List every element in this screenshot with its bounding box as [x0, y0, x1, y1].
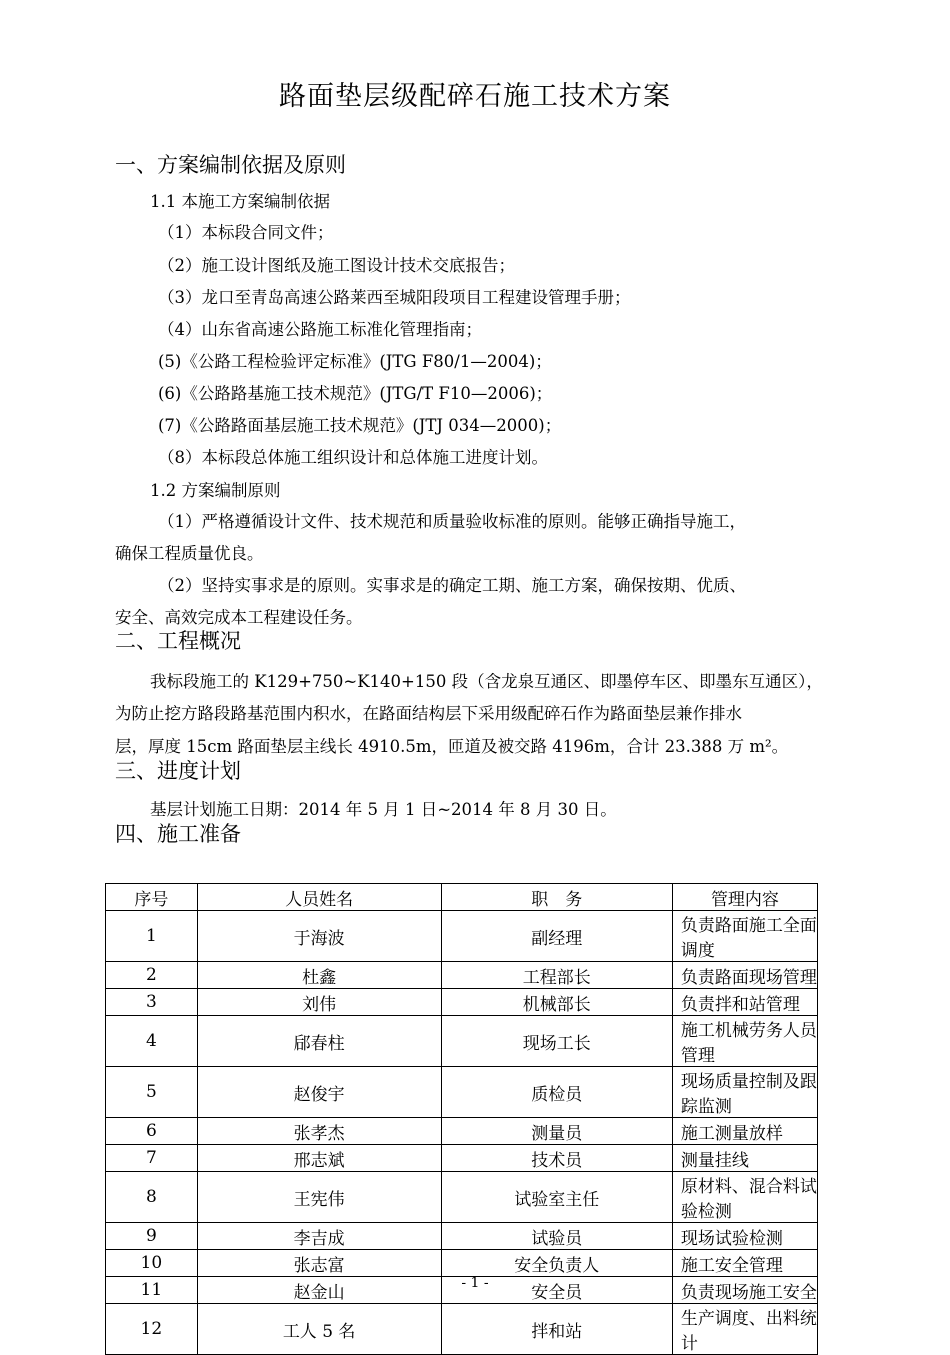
- basis-item-2: （2）施工设计图纸及施工图设计技术交底报告；: [158, 256, 515, 275]
- cell-index: 2: [106, 962, 198, 989]
- cell-duties: 负责拌和站管理: [672, 989, 817, 1016]
- principle-2-line-2: 安全、高效完成本工程建设任务。: [115, 608, 363, 627]
- cell-position: 技术员: [441, 1145, 672, 1172]
- basis-item-1: （1）本标段合同文件；: [158, 223, 334, 242]
- cell-position: 质检员: [441, 1067, 672, 1118]
- table-row: [106, 911, 818, 962]
- section-1-heading: 一、方案编制依据及原则: [115, 153, 346, 177]
- cell-duties: 负责现场施工安全: [672, 1277, 817, 1304]
- cell-name: 邢志斌: [197, 1145, 441, 1172]
- cell-name: 张孝杰: [197, 1118, 441, 1145]
- cell-duties: 施工测量放样: [672, 1118, 817, 1145]
- basis-item-8: （8）本标段总体施工组织设计和总体施工进度计划。: [158, 448, 548, 467]
- cell-name: 赵金山: [197, 1277, 441, 1304]
- cell-index: 8: [106, 1172, 198, 1223]
- cell-duties: 现场质量控制及跟踪监测: [672, 1067, 817, 1118]
- table-row: [106, 1118, 818, 1145]
- basis-item-4: （4）山东省高速公路施工标准化管理指南；: [158, 320, 482, 339]
- table-header-row: [106, 884, 818, 911]
- principle-1-line-2: 确保工程质量优良。: [115, 544, 264, 563]
- cell-name: 赵俊宇: [197, 1067, 441, 1118]
- section-2-heading: 二、工程概况: [115, 629, 241, 653]
- cell-position: 机械部长: [441, 989, 672, 1016]
- cell-duties: 负责路面施工全面调度: [672, 911, 817, 962]
- schedule-line: 基层计划施工日期：2014 年 5 月 1 日~2014 年 8 月 30 日。: [150, 800, 617, 819]
- cell-name: 杜鑫: [197, 962, 441, 989]
- subsection-1-2-heading: 1.2 方案编制原则: [150, 481, 281, 500]
- basis-item-5: (5)《公路工程检验评定标准》(JTG F80/1—2004)；: [158, 352, 552, 371]
- subsection-1-1-heading: 1.1 本施工方案编制依据: [150, 192, 330, 211]
- header-index: 序号: [106, 884, 198, 911]
- cell-name: 于海波: [197, 911, 441, 962]
- cell-index: 9: [106, 1223, 198, 1250]
- header-position: 职 务: [441, 884, 672, 911]
- cell-index: 7: [106, 1145, 198, 1172]
- header-name: 人员姓名: [197, 884, 441, 911]
- cell-index: 12: [106, 1304, 198, 1355]
- basis-item-7: (7)《公路路面基层施工技术规范》(JTJ 034—2000)；: [158, 416, 562, 435]
- cell-name: 张志富: [197, 1250, 441, 1277]
- principle-1-line-1: （1）严格遵循设计文件、技术规范和质量验收标准的原则。能够正确指导施工，: [158, 512, 746, 531]
- overview-line-1: 我标段施工的 K129+750~K140+150 段（含龙泉互通区、即墨停车区、即墨东互通区），: [150, 672, 823, 691]
- table-row: [106, 1250, 818, 1277]
- cell-duties: 现场试验检测: [672, 1223, 817, 1250]
- cell-name: 王宪伟: [197, 1172, 441, 1223]
- cell-position: 测量员: [441, 1118, 672, 1145]
- cell-index: 6: [106, 1118, 198, 1145]
- cell-name: 郈春柱: [197, 1016, 441, 1067]
- cell-position: 副经理: [441, 911, 672, 962]
- table-row: [106, 1223, 818, 1250]
- table-row: [106, 962, 818, 989]
- header-duties: 管理内容: [672, 884, 817, 911]
- table-row: [106, 1145, 818, 1172]
- cell-position: 安全员: [441, 1277, 672, 1304]
- table-row: [106, 1172, 818, 1223]
- cell-duties: 施工安全管理: [672, 1250, 817, 1277]
- table-row: [106, 989, 818, 1016]
- cell-duties: 施工机械劳务人员管理: [672, 1016, 817, 1067]
- cell-name: 刘伟: [197, 989, 441, 1016]
- cell-duties: 测量挂线: [672, 1145, 817, 1172]
- cell-duties: 负责路面现场管理: [672, 962, 817, 989]
- cell-name: 工人 5 名: [197, 1304, 441, 1355]
- cell-index: 1: [106, 911, 198, 962]
- table-row: [106, 1304, 818, 1355]
- cell-index: 5: [106, 1067, 198, 1118]
- cell-position: 现场工长: [441, 1016, 672, 1067]
- table-row: [106, 1016, 818, 1067]
- basis-item-6: (6)《公路路基施工技术规范》(JTG/T F10—2006)；: [158, 384, 553, 403]
- cell-duties: 原材料、混合料试验检测: [672, 1172, 817, 1223]
- cell-position: 安全负责人: [441, 1250, 672, 1277]
- cell-position: 试验员: [441, 1223, 672, 1250]
- cell-position: 拌和站: [441, 1304, 672, 1355]
- cell-index: 11: [106, 1277, 198, 1304]
- cell-position: 工程部长: [441, 962, 672, 989]
- overview-line-3: 层，厚度 15cm 路面垫层主线长 4910.5m，匝道及被交路 4196m，合计 23.388 万 m²。: [115, 737, 789, 756]
- table-row: [106, 1067, 818, 1118]
- cell-duties: 生产调度、出料统计: [672, 1304, 817, 1355]
- basis-item-3: （3）龙口至青岛高速公路莱西至城阳段项目工程建设管理手册；: [158, 288, 631, 307]
- cell-name: 李吉成: [197, 1223, 441, 1250]
- section-3-heading: 三、进度计划: [115, 759, 241, 783]
- page-number: - 1 -: [461, 1275, 489, 1291]
- cell-index: 4: [106, 1016, 198, 1067]
- cell-index: 3: [106, 989, 198, 1016]
- section-4-heading: 四、施工准备: [115, 822, 241, 846]
- document-title: 路面垫层级配碎石施工技术方案: [279, 81, 671, 112]
- cell-position: 试验室主任: [441, 1172, 672, 1223]
- cell-index: 10: [106, 1250, 198, 1277]
- principle-2-line-1: （2）坚持实事求是的原则。实事求是的确定工期、施工方案，确保按期、优质、: [158, 576, 746, 595]
- overview-line-2: 为防止挖方路段路基范围内积水，在路面结构层下采用级配碎石作为路面垫层兼作排水: [115, 704, 742, 723]
